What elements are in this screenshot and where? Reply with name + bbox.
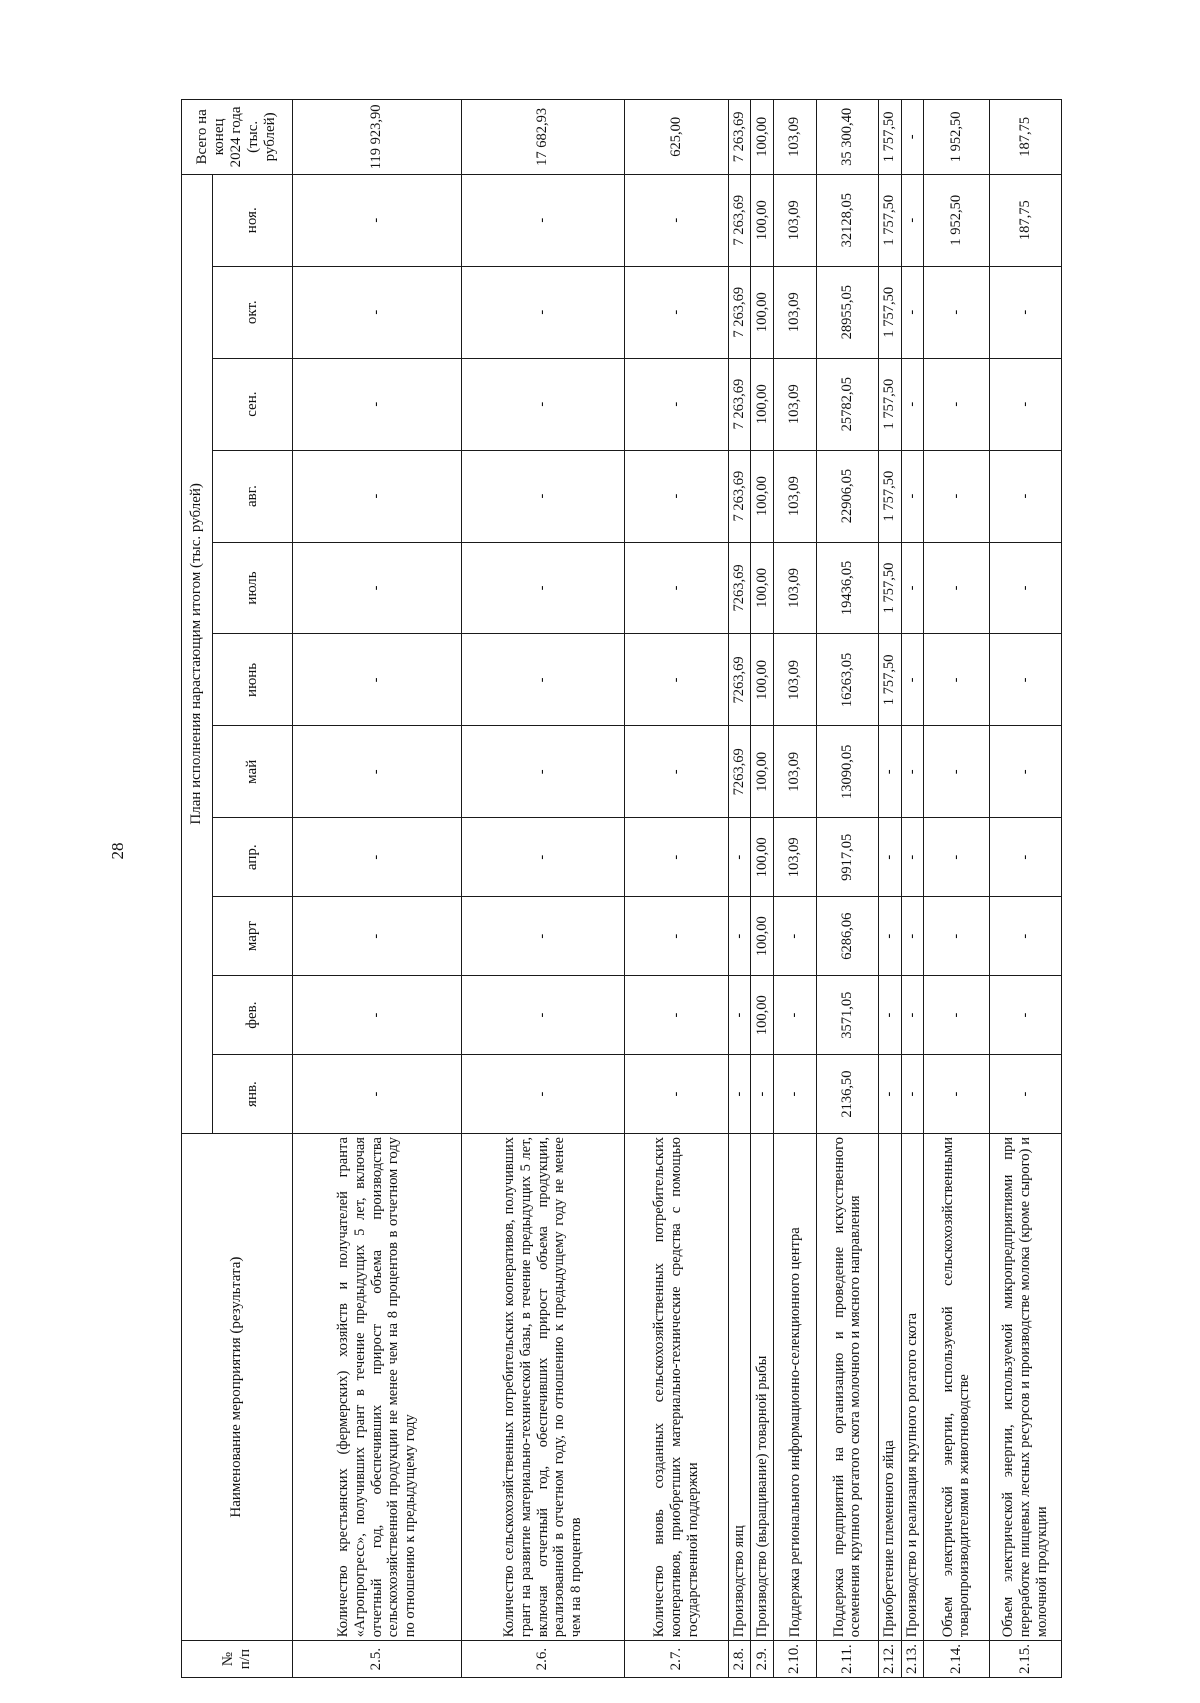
month-value-cell: - <box>624 542 728 634</box>
month-value-cell: - <box>924 897 990 976</box>
month-value-cell: - <box>292 726 461 818</box>
month-value-cell: 7263,69 <box>728 634 751 726</box>
month-value-cell: - <box>989 726 1061 818</box>
month-value-cell: 22906,05 <box>816 450 878 542</box>
row-number: 2.10. <box>773 1641 816 1678</box>
row-number: 2.6. <box>462 1641 625 1678</box>
month-value-cell: - <box>989 634 1061 726</box>
table-row <box>624 100 728 1678</box>
month-value-cell: - <box>292 1055 461 1134</box>
month-value-cell: 7 263,69 <box>728 450 751 542</box>
month-header: июнь <box>212 634 292 726</box>
month-value-cell: - <box>751 1055 774 1134</box>
month-value-cell: - <box>924 450 990 542</box>
header-row-top <box>182 100 213 1678</box>
month-value-cell: - <box>462 358 625 450</box>
month-value-cell: - <box>462 726 625 818</box>
month-value-cell: - <box>292 358 461 450</box>
month-value-cell: 100,00 <box>751 897 774 976</box>
row-name: Поддержка регионального информационно-селекционного центра <box>773 1134 816 1641</box>
month-value-cell: - <box>462 266 625 358</box>
row-total: 35 300,40 <box>816 100 878 175</box>
month-value-cell: 1 757,50 <box>878 174 901 266</box>
month-value-cell: - <box>901 542 924 634</box>
month-value-cell: 103,09 <box>773 818 816 897</box>
month-value-cell: - <box>462 174 625 266</box>
month-value-cell: 1 757,50 <box>878 266 901 358</box>
month-value-cell: - <box>728 1055 751 1134</box>
month-value-cell: 25782,05 <box>816 358 878 450</box>
month-value-cell: 32128,05 <box>816 174 878 266</box>
month-value-cell: 100,00 <box>751 976 774 1055</box>
month-value-cell: - <box>728 818 751 897</box>
month-value-cell: - <box>624 976 728 1055</box>
plan-table <box>181 99 1062 1678</box>
month-value-cell: - <box>462 976 625 1055</box>
month-value-cell: - <box>624 266 728 358</box>
month-value-cell: 187,75 <box>989 174 1061 266</box>
month-value-cell: - <box>292 634 461 726</box>
month-value-cell: - <box>901 174 924 266</box>
month-value-cell: - <box>901 726 924 818</box>
month-value-cell: 103,09 <box>773 266 816 358</box>
page-number: 28 <box>108 842 127 860</box>
month-value-cell: 103,09 <box>773 542 816 634</box>
row-name: Производство и реализация крупного рогатого скота <box>901 1134 924 1641</box>
month-value-cell: - <box>924 976 990 1055</box>
month-value-cell: - <box>901 1055 924 1134</box>
row-total: 1 952,50 <box>924 100 990 175</box>
row-name: Приобретение племенного яйца <box>878 1134 901 1641</box>
table-row <box>728 100 751 1678</box>
row-name: Поддержка предприятий на организацию и проведение искусственного осеменения крупного рогатого скота молочного и мясного направления <box>816 1134 878 1641</box>
month-value-cell: - <box>462 1055 625 1134</box>
month-value-cell: - <box>462 897 625 976</box>
month-value-cell: 100,00 <box>751 542 774 634</box>
month-value-cell: 100,00 <box>751 634 774 726</box>
month-header: апр. <box>212 818 292 897</box>
row-number: 2.7. <box>624 1641 728 1678</box>
table-row <box>462 100 625 1678</box>
month-value-cell: 16263,05 <box>816 634 878 726</box>
month-value-cell: 6286,06 <box>816 897 878 976</box>
month-value-cell: 100,00 <box>751 174 774 266</box>
month-value-cell: 9917,05 <box>816 818 878 897</box>
row-name: Производство яиц <box>728 1134 751 1641</box>
row-total: - <box>901 100 924 175</box>
month-value-cell: 13090,05 <box>816 726 878 818</box>
month-value-cell: - <box>924 542 990 634</box>
row-number: 2.12. <box>878 1641 901 1678</box>
month-value-cell: - <box>989 897 1061 976</box>
month-value-cell: - <box>292 818 461 897</box>
month-value-cell: - <box>292 897 461 976</box>
row-total: 100,00 <box>751 100 774 175</box>
table-row <box>989 100 1061 1678</box>
month-value-cell: - <box>989 450 1061 542</box>
row-number: 2.14. <box>924 1641 990 1678</box>
month-value-cell: - <box>878 726 901 818</box>
row-total: 7 263,69 <box>728 100 751 175</box>
row-total: 103,09 <box>773 100 816 175</box>
month-value-cell: - <box>924 358 990 450</box>
month-value-cell: - <box>989 818 1061 897</box>
row-name: Количество сельскохозяйственных потребительских кооперативов, получивших грант на развитие материально-технической базы, в течение предыдущих 5 лет, включая отчетный год, обеспечивших прирост объема продукции, реализованной в отчетном году, по отношению к предыдущему году не менее чем на 8 процентов <box>462 1134 625 1641</box>
month-value-cell: - <box>901 634 924 726</box>
row-name: Количество крестьянских (фермерских) хозяйств и получателей гранта «Агропрогресс», получивших грант в течение предыдущих 5 лет, включая отчетный год, обеспечивших прирост объема производства сельскохозяйственной продукции не менее чем на 8 процентов в отчетном году по отношению к предыдущему году <box>292 1134 461 1641</box>
col-header-number: № п/п <box>182 1641 293 1678</box>
month-value-cell: 1 757,50 <box>878 450 901 542</box>
table-row <box>751 100 774 1678</box>
month-value-cell: 103,09 <box>773 358 816 450</box>
month-header: янв. <box>212 1055 292 1134</box>
row-number: 2.8. <box>728 1641 751 1678</box>
month-header: авг. <box>212 450 292 542</box>
month-header: сен. <box>212 358 292 450</box>
month-value-cell: - <box>924 634 990 726</box>
month-value-cell: 103,09 <box>773 634 816 726</box>
month-value-cell: - <box>924 726 990 818</box>
month-header: июль <box>212 542 292 634</box>
row-name: Объем электрической энергии, используемой сельскохозяйственными товаропроизводителями в животноводстве <box>924 1134 990 1641</box>
month-value-cell: 103,09 <box>773 726 816 818</box>
month-value-cell: - <box>728 897 751 976</box>
table-row <box>878 100 901 1678</box>
row-number: 2.11. <box>816 1641 878 1678</box>
row-total: 187,75 <box>989 100 1061 175</box>
month-value-cell: 100,00 <box>751 818 774 897</box>
month-value-cell: - <box>624 818 728 897</box>
month-value-cell: 1 757,50 <box>878 634 901 726</box>
table-row <box>773 100 816 1678</box>
month-value-cell: - <box>989 358 1061 450</box>
month-value-cell: 3571,05 <box>816 976 878 1055</box>
month-value-cell: - <box>878 897 901 976</box>
month-value-cell: - <box>624 358 728 450</box>
col-header-plan: План исполнения нарастающим итогом (тыс. рублей) <box>182 174 213 1133</box>
month-value-cell: - <box>462 542 625 634</box>
row-name: Производство (выращивание) товарной рыбы <box>751 1134 774 1641</box>
month-value-cell: 100,00 <box>751 726 774 818</box>
month-value-cell: 103,09 <box>773 450 816 542</box>
month-value-cell: - <box>624 1055 728 1134</box>
table-row <box>816 100 878 1678</box>
month-value-cell: - <box>901 976 924 1055</box>
month-value-cell: - <box>924 1055 990 1134</box>
month-value-cell: - <box>989 542 1061 634</box>
month-header: фев. <box>212 976 292 1055</box>
month-value-cell: 7263,69 <box>728 542 751 634</box>
month-value-cell: - <box>624 634 728 726</box>
col-header-name: Наименование мероприятия (результата) <box>182 1134 293 1641</box>
month-value-cell: - <box>901 266 924 358</box>
row-total: 1 757,50 <box>878 100 901 175</box>
month-value-cell: - <box>901 358 924 450</box>
table-row <box>901 100 924 1678</box>
table-row <box>292 100 461 1678</box>
month-value-cell: 100,00 <box>751 266 774 358</box>
row-name: Объем электрической энергии, используемой микропредприятиями при переработке пищевых лесных ресурсов и производстве молока (кроме сырого) и молочной продукции <box>989 1134 1061 1641</box>
month-header: март <box>212 897 292 976</box>
month-value-cell: 103,09 <box>773 174 816 266</box>
month-value-cell: 1 757,50 <box>878 542 901 634</box>
month-value-cell: - <box>292 450 461 542</box>
row-number: 2.15. <box>989 1641 1061 1678</box>
month-value-cell: - <box>773 897 816 976</box>
month-value-cell: 7263,69 <box>728 726 751 818</box>
row-total: 119 923,90 <box>292 100 461 175</box>
month-value-cell: 7 263,69 <box>728 174 751 266</box>
month-value-cell: - <box>624 897 728 976</box>
month-value-cell: - <box>878 976 901 1055</box>
month-value-cell: - <box>989 1055 1061 1134</box>
month-value-cell: - <box>624 450 728 542</box>
month-value-cell: - <box>878 1055 901 1134</box>
month-value-cell: - <box>878 818 901 897</box>
month-value-cell: - <box>728 976 751 1055</box>
month-value-cell: - <box>292 976 461 1055</box>
month-value-cell: - <box>901 818 924 897</box>
month-value-cell: - <box>462 818 625 897</box>
month-value-cell: 2136,50 <box>816 1055 878 1134</box>
month-value-cell: - <box>292 266 461 358</box>
month-value-cell: 100,00 <box>751 450 774 542</box>
month-value-cell: 28955,05 <box>816 266 878 358</box>
month-value-cell: - <box>901 450 924 542</box>
month-value-cell: - <box>292 542 461 634</box>
month-value-cell: 100,00 <box>751 358 774 450</box>
month-header: окт. <box>212 266 292 358</box>
month-value-cell: - <box>924 266 990 358</box>
month-value-cell: - <box>989 266 1061 358</box>
month-value-cell: - <box>624 174 728 266</box>
month-value-cell: - <box>462 634 625 726</box>
table-row <box>924 100 990 1678</box>
month-value-cell: - <box>773 976 816 1055</box>
row-number: 2.13. <box>901 1641 924 1678</box>
month-value-cell: 7 263,69 <box>728 266 751 358</box>
row-total: 17 682,93 <box>462 100 625 175</box>
table-body <box>182 100 1062 1678</box>
row-total: 625,00 <box>624 100 728 175</box>
month-value-cell: - <box>901 897 924 976</box>
month-value-cell: 1 757,50 <box>878 358 901 450</box>
month-value-cell: - <box>624 726 728 818</box>
month-value-cell: - <box>462 450 625 542</box>
month-value-cell: 1 952,50 <box>924 174 990 266</box>
month-value-cell: 19436,05 <box>816 542 878 634</box>
month-value-cell: - <box>989 976 1061 1055</box>
month-value-cell: - <box>292 174 461 266</box>
rotated-table-sheet <box>181 99 1062 1678</box>
row-number: 2.5. <box>292 1641 461 1678</box>
row-number: 2.9. <box>751 1641 774 1678</box>
month-header: май <box>212 726 292 818</box>
month-value-cell: 7 263,69 <box>728 358 751 450</box>
month-header: ноя. <box>212 174 292 266</box>
col-header-total: Всего на конец 2024 года (тыс. рублей) <box>182 100 293 175</box>
month-value-cell: - <box>924 818 990 897</box>
month-value-cell: - <box>773 1055 816 1134</box>
row-name: Количество вновь созданных сельскохозяйственных потребительских кооперативов, приобретших материально-технические средства с помощью государственной поддержки <box>624 1134 728 1641</box>
